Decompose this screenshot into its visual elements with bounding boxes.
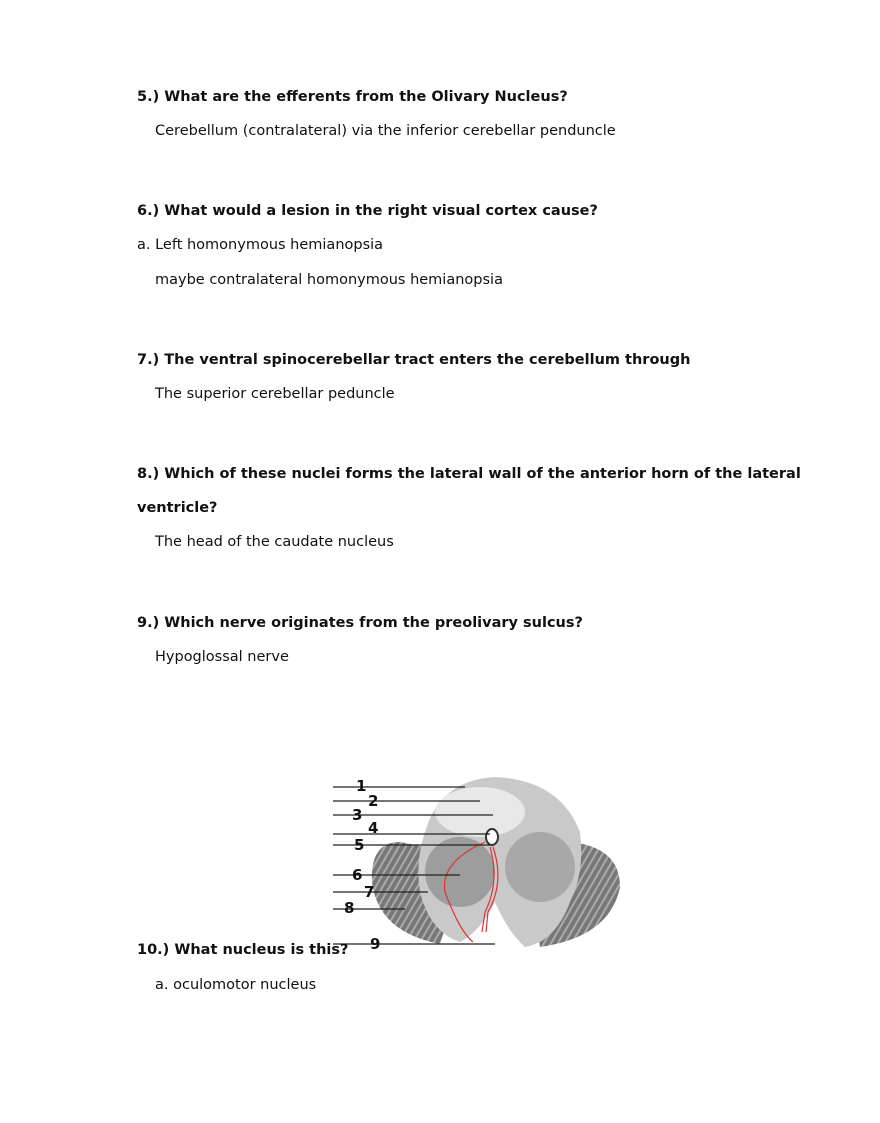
answer-text: Cerebellum (contralateral) via the inferior cerebellar penduncle xyxy=(155,123,616,139)
figure-label: 8 xyxy=(344,899,355,917)
figure-label: 6 xyxy=(352,866,363,884)
answer-text: The superior cerebellar peduncle xyxy=(155,386,395,402)
question-text: 8.) Which of these nuclei forms the lateral wall of the anterior horn of the lateral xyxy=(137,466,801,482)
question-text: 6.) What would a lesion in the right visual cortex cause? xyxy=(137,203,598,219)
figure-label: 1 xyxy=(356,777,367,795)
answer-text: a. Left homonymous hemianopsia xyxy=(137,237,384,253)
answer-text: The head of the caudate nucleus xyxy=(155,534,394,550)
figure-label: 4 xyxy=(368,819,379,837)
question-text: 7.) The ventral spinocerebellar tract enters the cerebellum through xyxy=(137,352,691,368)
question-text: 5.) What are the efferents from the Olivary Nucleus? xyxy=(137,89,568,105)
question-text-continued: ventricle? xyxy=(137,500,218,516)
answer-text: a. oculomotor nucleus xyxy=(155,977,317,993)
figure-label: 2 xyxy=(368,792,379,810)
question-text: 9.) Which nerve originates from the preolivary sulcus? xyxy=(137,615,583,631)
figure-label: 5 xyxy=(354,836,365,854)
question-text: 10.) What nucleus is this? xyxy=(137,942,349,958)
figure-label: 7 xyxy=(364,883,375,901)
figure-label: 9 xyxy=(370,935,381,952)
brainstem-cross-section-figure xyxy=(330,772,630,952)
figure-label: 3 xyxy=(352,806,363,824)
answer-text: Hypoglossal nerve xyxy=(155,649,289,665)
answer-text: maybe contralateral homonymous hemianopsia xyxy=(155,272,503,288)
